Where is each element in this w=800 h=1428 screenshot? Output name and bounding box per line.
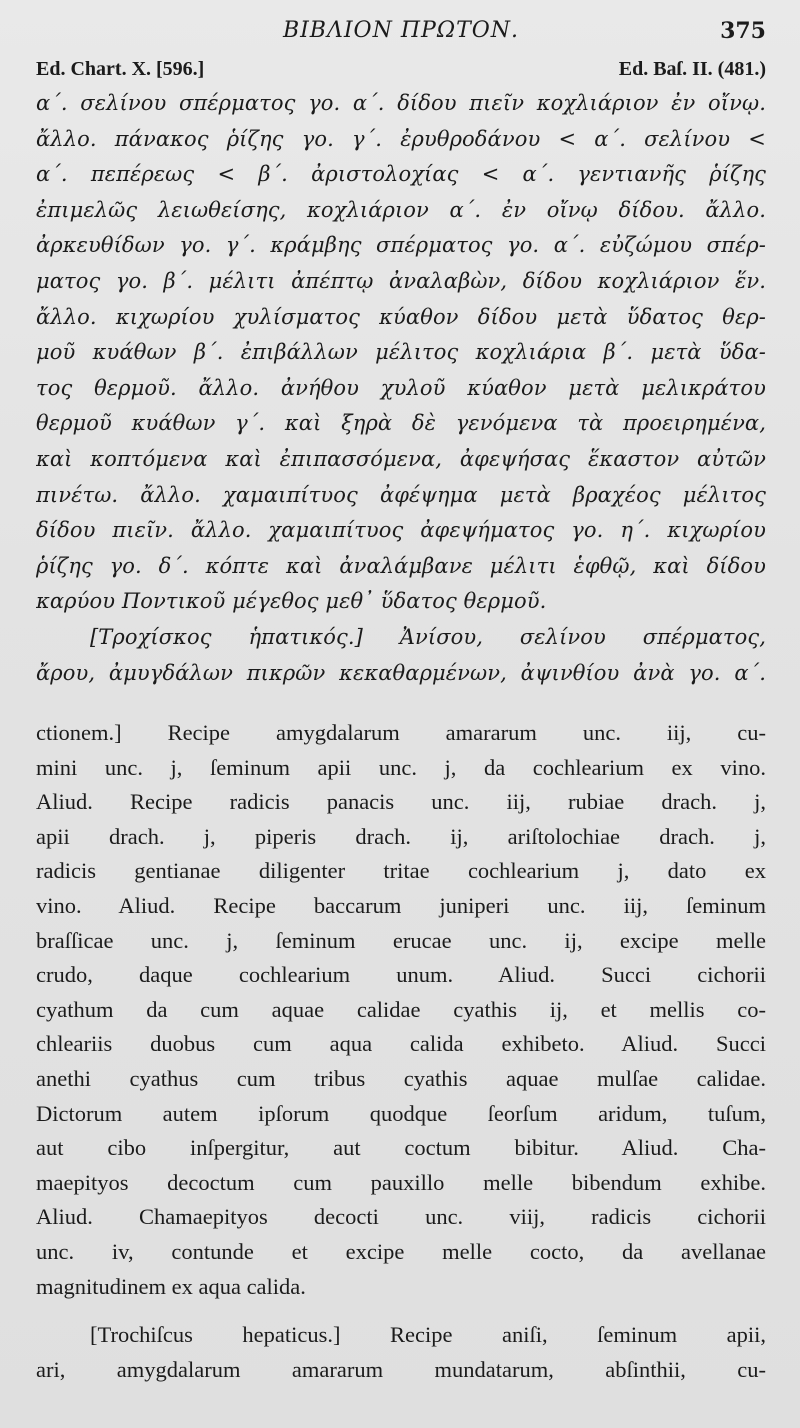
- latin-line: mini unc. j, ſeminum apii unc. j, da cochlearium ex vino.: [36, 754, 766, 780]
- greek-line: πινέτω. ἄλλο. χαμαιπίτυος ἀφέψημα μετὰ βραχέος μέλιτος: [36, 482, 766, 507]
- latin-line: magnitudinem ex aqua calida.: [36, 1273, 306, 1299]
- page-number: 375: [720, 18, 766, 44]
- paragraph-gap: [36, 1304, 766, 1318]
- latin-line: apii drach. j, piperis drach. ij, ariſtolochiae drach. j,: [36, 823, 766, 849]
- greek-line: ἐπιμελῶς λειωθείσης, κοχλιάριον α΄. ἐν οἴνῳ δίδου. ἄλλο.: [36, 197, 766, 222]
- greek-line-trochiscus-heading: [Τροχίσκος ἡπατικός.] Ἀνίσου, σελίνου σπέρματος,: [90, 624, 766, 649]
- greek-line: ῥίζης γο. δ΄. κόπτε καὶ ἀναλάμβανε μέλιτι ἑφθῷ, καὶ δίδου: [36, 553, 766, 578]
- greek-text-column: [36, 86, 766, 691]
- latin-line: maepityos decoctum cum pauxillo melle bibendum exhibe.: [36, 1169, 766, 1195]
- running-head: [36, 18, 766, 50]
- latin-text-column: [36, 716, 766, 1387]
- greek-line: καρύου Ποντικοῦ μέγεθος μεθ᾽ ὕδατος θερμοῦ.: [36, 589, 547, 614]
- latin-line: unc. iv, contunde et excipe melle cocto, da avellanae: [36, 1238, 766, 1264]
- edition-chart-reference: Ed. Chart. X. [596.]: [36, 58, 205, 80]
- latin-line: Aliud. Chamaepityos decocti unc. viij, radicis cichorii: [36, 1204, 766, 1230]
- latin-line: chleariis duobus cum aqua calida exhibeto. Aliud. Succi: [36, 1031, 766, 1057]
- greek-line: α΄. σελίνου σπέρματος γο. α΄. δίδου πιεῖν κοχλιάριον ἐν οἴνῳ.: [36, 91, 766, 115]
- greek-line: α΄. πεπέρεως < β΄. ἀριστολοχίας < α΄. γεντιανῆς ῥίζης: [36, 162, 766, 187]
- greek-line: θερμοῦ κυάθων γ΄. καὶ ξηρὰ δὲ γενόμενα τὰ προειρημένα,: [36, 411, 766, 436]
- latin-line: anethi cyathus cum tribus cyathis aquae mulſae calidae.: [36, 1065, 766, 1091]
- latin-line: ari, amygdalarum amararum mundatarum, abſinthii, cu-: [36, 1356, 766, 1382]
- edition-references: [36, 58, 766, 84]
- greek-line: ματος γο. β΄. μέλιτι ἀπέπτῳ ἀναλαβὼν, δίδου κοχλιάριον ἕν.: [36, 268, 766, 293]
- latin-line: Dictorum autem ipſorum quodque ſeorſum aridum, tuſum,: [36, 1100, 766, 1126]
- latin-line: radicis gentianae diligenter tritae cochlearium j, dato ex: [36, 858, 766, 884]
- latin-line: cyathum da cum aquae calidae cyathis ij, et mellis co-: [36, 996, 766, 1022]
- latin-line-trochiscus-heading: [Trochiſcus hepaticus.] Recipe aniſi, ſeminum apii,: [90, 1322, 766, 1348]
- greek-line: ἀρκευθίδων γο. γ΄. κράμβης σπέρματος γο. α΄. εὐζώμου σπέρ-: [36, 233, 766, 258]
- greek-line: δίδου πιεῖν. ἄλλο. χαμαιπίτυος ἀφεψήματος γο. η΄. κιχωρίου: [36, 518, 766, 543]
- edition-basel-reference: Ed. Baſ. II. (481.): [618, 58, 766, 80]
- latin-line: ctionem.] Recipe amygdalarum amararum unc. iij, cu-: [36, 720, 766, 745]
- greek-line: καὶ κοπτόμενα καὶ ἐπιπασσόμενα, ἀφεψήσας ἕκαστον αὐτῶν: [36, 446, 766, 471]
- greek-line: ἄλλο. κιχωρίου χυλίσματος κύαθον δίδου μετὰ ὕδατος θερ-: [36, 304, 766, 329]
- latin-line: braſſicae unc. j, ſeminum erucae unc. ij, excipe melle: [36, 927, 766, 953]
- running-title: ΒΙΒΛΙΟΝ ΠΡΩΤΟΝ.: [282, 18, 520, 43]
- greek-line: τος θερμοῦ. ἄλλο. ἀνήθου χυλοῦ κύαθον μετὰ μελικράτου: [36, 375, 766, 400]
- greek-line: ἄλλο. πάνακος ῥίζης γο. γ΄. ἐρυθροδάνου < α΄. σελίνου <: [36, 126, 766, 151]
- latin-line: aut cibo inſpergitur, aut coctum bibitur. Aliud. Cha-: [36, 1135, 766, 1161]
- latin-line: crudo, daque cochlearium unum. Aliud. Succi cichorii: [36, 962, 766, 988]
- greek-line: ἄρου, ἀμυγδάλων πικρῶν κεκαθαρμένων, ἀψινθίου ἀνὰ γο. α΄.: [36, 660, 766, 685]
- latin-line: vino. Aliud. Recipe baccarum juniperi unc. iij, ſeminum: [36, 892, 766, 918]
- greek-line: μοῦ κυάθων β΄. ἐπιβάλλων μέλιτος κοχλιάρια β΄. μετὰ ὕδα-: [36, 340, 766, 365]
- latin-line: Aliud. Recipe radicis panacis unc. iij, rubiae drach. j,: [36, 789, 766, 815]
